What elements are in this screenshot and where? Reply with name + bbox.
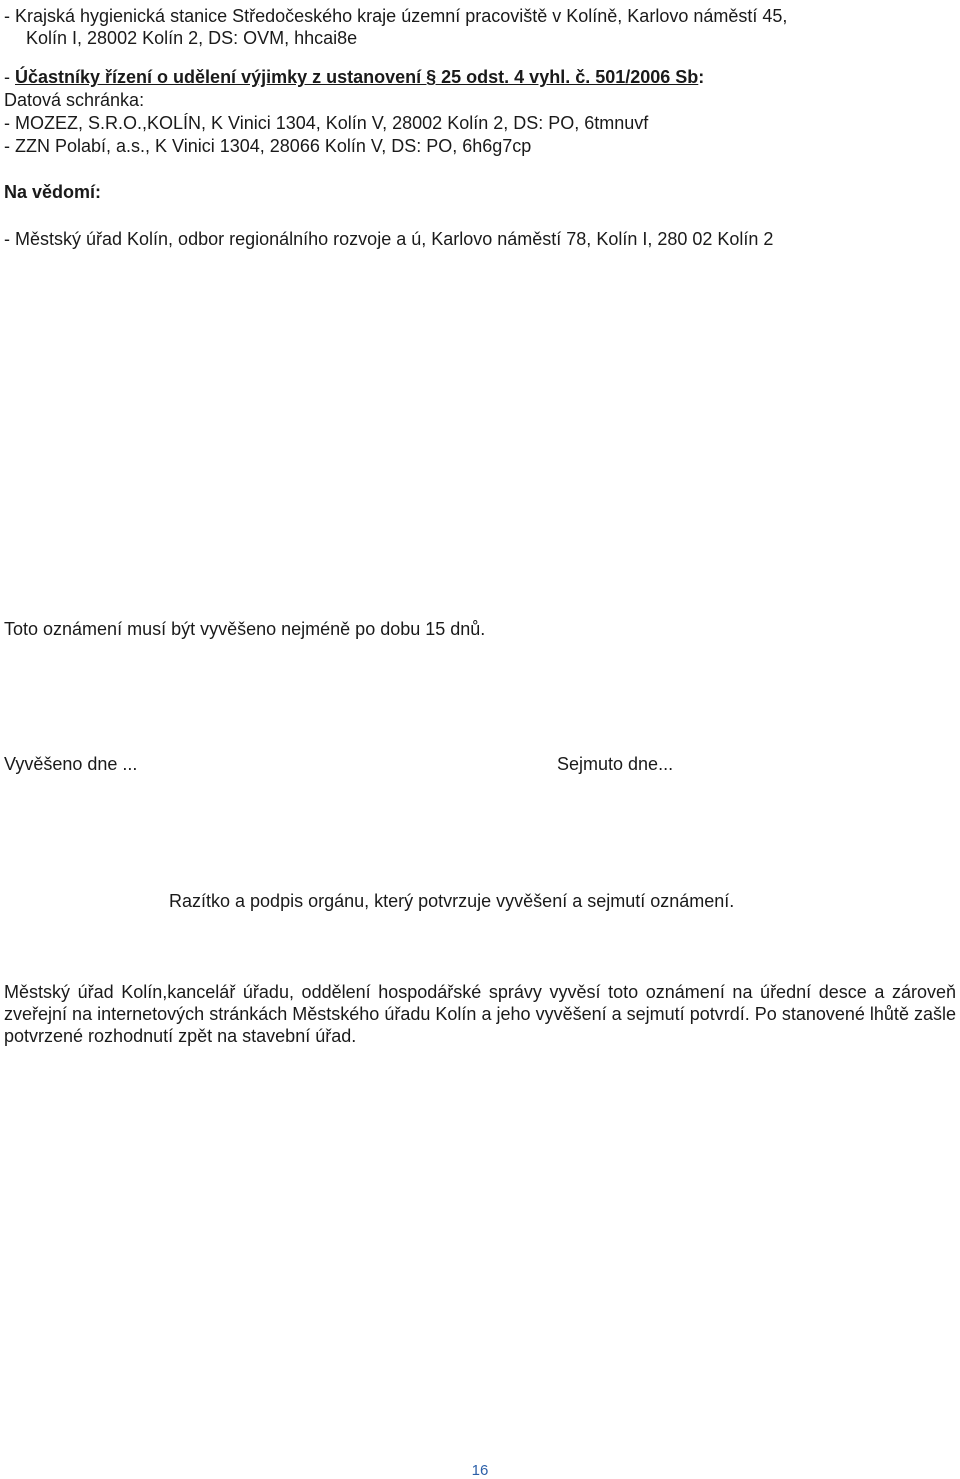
- participants-suffix: :: [698, 67, 705, 87]
- removed-date-label: Sejmuto dne...: [557, 754, 674, 774]
- participant-mozez: - MOZEZ, S.R.O.,KOLÍN, K Vinici 1304, Kolín V, 28002 Kolín 2, DS: PO, 6tmnuvf: [4, 113, 649, 133]
- recipient-hygiene-line1: - Krajská hygienická stanice Středočeského kraje územní pracoviště v Kolíně, Karlovo náměstí 45,: [4, 6, 788, 26]
- notice-heading: Na vědomí:: [4, 182, 102, 202]
- participants-prefix: -: [4, 67, 15, 87]
- posting-requirement: Toto oznámení musí být vyvěšeno nejméně po dobu 15 dnů.: [4, 619, 486, 639]
- participant-zzn: - ZZN Polabí, a.s., K Vinici 1304, 28066 Kolín V, DS: PO, 6h6g7cp: [4, 136, 532, 156]
- posted-date-label: Vyvěšeno dne ...: [4, 754, 138, 774]
- stamp-caption: Razítko a podpis orgánu, který potvrzuje vyvěšení a sejmutí oznámení.: [169, 891, 735, 911]
- participants-heading-bold: Účastníky řízení o udělení výjimky z ustanovení § 25 odst. 4 vyhl. č. 501/2006 Sb: [15, 67, 699, 87]
- notice-recipient-mu: - Městský úřad Kolín, odbor regionálního rozvoje a ú, Karlovo náměstí 78, Kolín I, 280 02 Kolín 2: [4, 229, 774, 249]
- office-paragraph: Městský úřad Kolín,kancelář úřadu, oddělení hospodářské správy vyvěsí toto oznámení na úřední desce a zároveň zveřejní na internetových stránkách Městského úřadu Kolín a jeho vyvěšení a sejmutí potvrdí. Po stanovené lhůtě zašle potvrzené rozhodnutí zpět na stavební úřad.: [4, 982, 956, 1046]
- page-number: 16: [471, 1462, 489, 1479]
- recipient-hygiene-line2: Kolín I, 28002 Kolín 2, DS: OVM, hhcai8e: [26, 28, 358, 48]
- participants-heading: [4, 66, 704, 88]
- databox-label: Datová schránka:: [4, 90, 145, 110]
